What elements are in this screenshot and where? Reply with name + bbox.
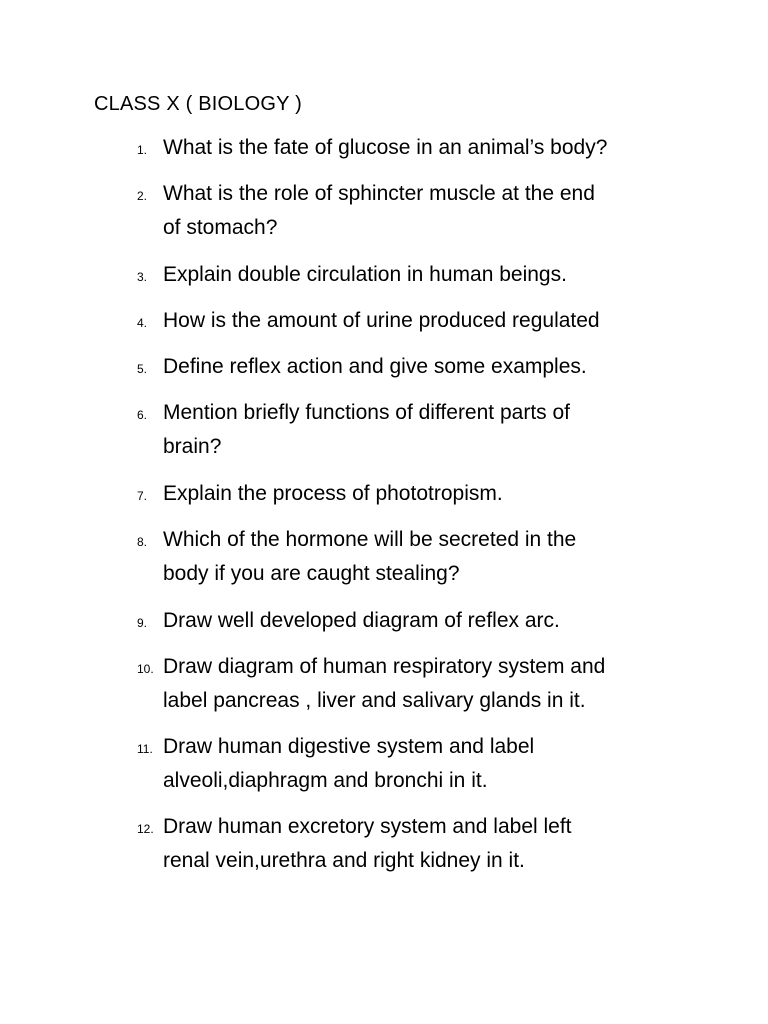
question-line: Explain double circulation in human beings. [163,263,567,286]
question-text [163,131,683,165]
question-number: 2. [137,189,148,203]
question-line: Draw human digestive system and label [163,735,535,758]
question-text [163,304,683,338]
question-line: body if you are caught stealing? [163,562,460,585]
question-line: What is the role of sphincter muscle at the end [163,182,595,205]
question-line: Which of the hormone will be secreted in the [163,528,577,551]
question-line: Draw well developed diagram of reflex arc. [163,609,560,632]
question-number: 12. [137,822,154,836]
question-line: of stomach? [163,216,278,239]
question-line: Define reflex action and give some examples. [163,355,587,378]
question-text [163,350,683,384]
question-text [163,810,683,878]
question-number: 7. [137,489,148,503]
question-text [163,650,683,718]
question-line: Explain the process of phototropism. [163,482,503,505]
question-line: Draw diagram of human respiratory system and [163,655,606,678]
document-title: CLASS X ( BIOLOGY ) [94,93,302,115]
question-text [163,396,683,464]
question-number: 5. [137,362,148,376]
question-number: 10. [137,662,154,676]
question-line: What is the fate of glucose in an animal’s body? [163,136,608,159]
question-number: 11. [137,742,153,756]
question-number: 4. [137,316,148,330]
question-text [163,477,683,511]
question-text [163,604,683,638]
question-line: brain? [163,435,222,458]
question-line: Draw human excretory system and label left [163,815,572,838]
question-number: 6. [137,408,148,422]
question-line: renal vein,urethra and right kidney in it. [163,849,525,872]
question-line: label pancreas , liver and salivary glands in it. [163,689,586,712]
question-text [163,258,683,292]
question-text [163,177,683,245]
question-number: 1. [137,143,148,157]
question-number: 3. [137,270,148,284]
question-text [163,523,683,591]
question-line: Mention briefly functions of different parts of [163,401,570,424]
question-text [163,730,683,798]
question-line: How is the amount of urine produced regulated [163,309,600,332]
question-line: alveoli,diaphragm and bronchi in it. [163,769,488,792]
question-number: 9. [137,616,148,630]
question-number: 8. [137,535,148,549]
